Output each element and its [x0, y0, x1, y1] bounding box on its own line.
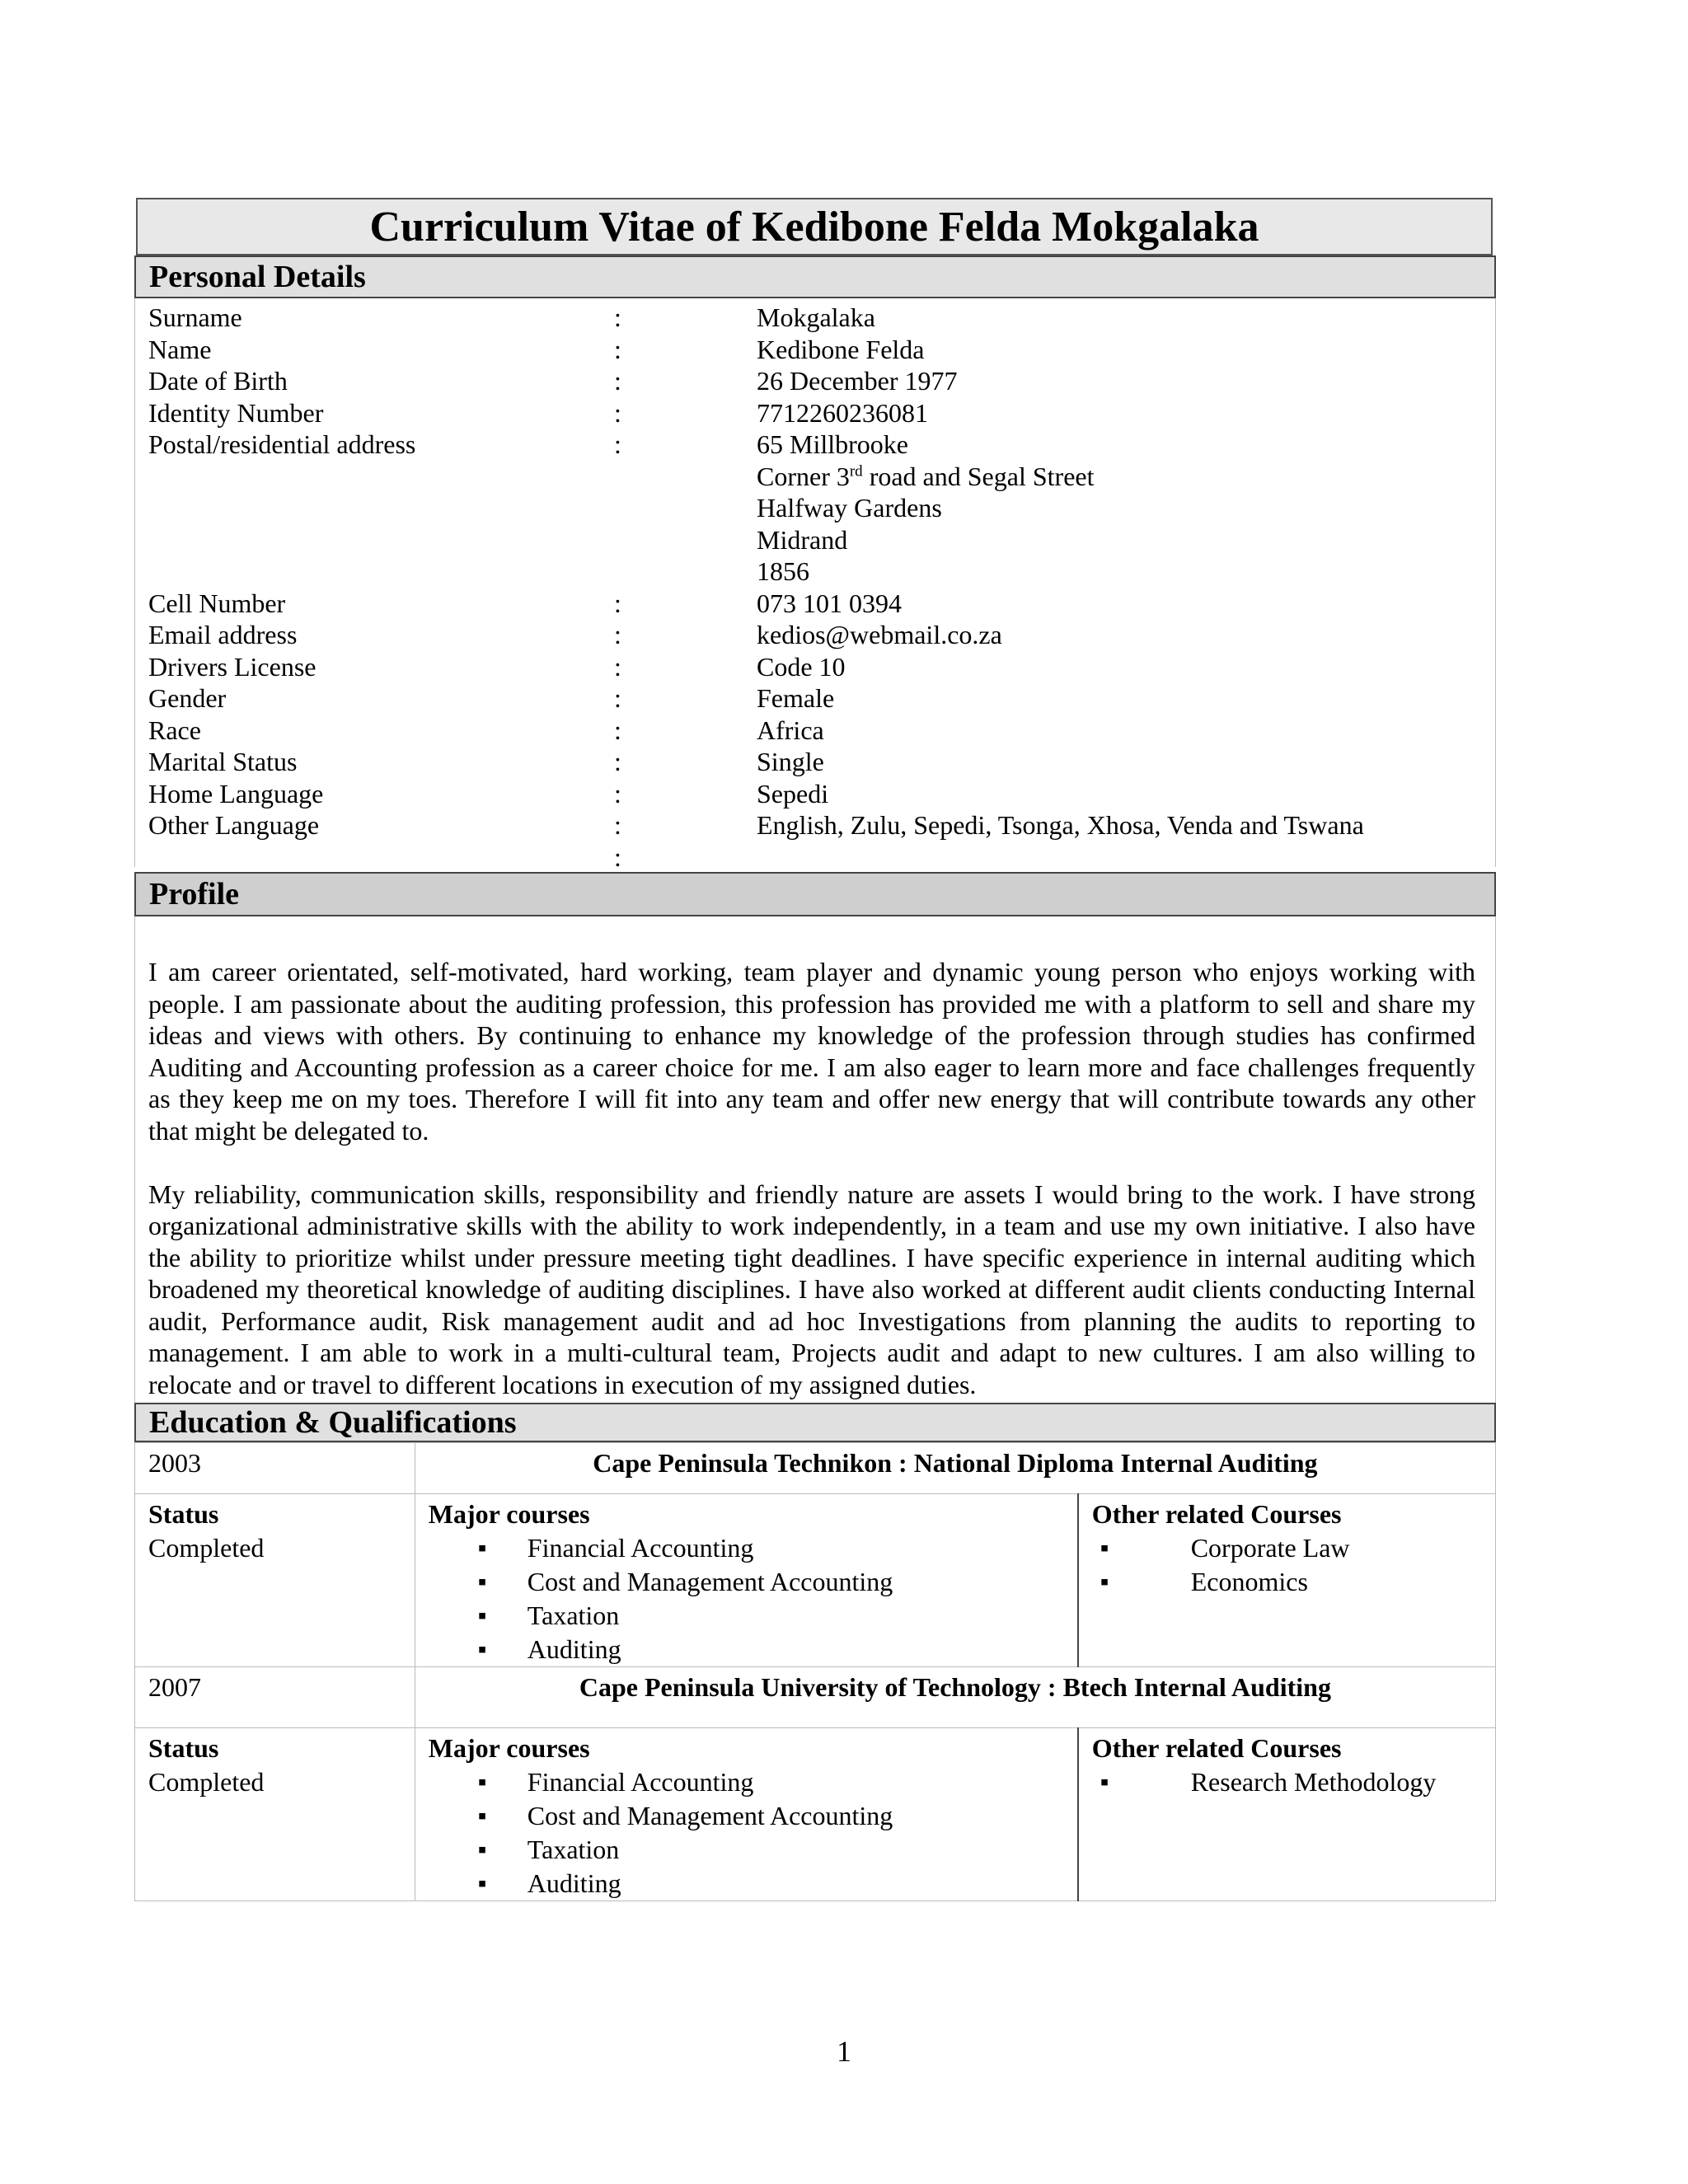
pd-row-home-language — [148, 778, 1484, 810]
section-profile: Profile — [134, 872, 1496, 916]
profile-paragraph-2: My reliability, communication skills, responsibility and friendly nature are assets I would bring to the work. I have strong organizational administrative skills with the ability to work independently, in a team and use my own initiative. I also have the ability to prioritize whilst under pressure meeting tight deadlines. I have specific experience in internal auditing which broadened my theoretical knowledge of auditing disciplines. I have also worked at different audit clients conducting Internal audit, Performance audit, Risk management audit and ad hoc Investigations from planning the audits to reporting to management. I am able to work in a multi-cultural team, Projects audit and adapt to new cultures. I am also willing to relocate and or travel to different locations in execution of my assigned duties. — [148, 1179, 1475, 1399]
pd-value: 26 December 1977 — [757, 366, 958, 396]
education-status-cell — [135, 1494, 415, 1667]
pd-label: Other Language — [148, 810, 320, 840]
personal-details-list — [148, 302, 1484, 873]
pd-row-name — [148, 334, 1484, 366]
pd-label: Surname — [148, 302, 242, 332]
pd-row-address-line2 — [148, 461, 1484, 493]
pd-label: Race — [148, 715, 201, 745]
pd-label: Gender — [148, 683, 227, 713]
pd-value: Sepedi — [757, 778, 829, 808]
address-line2: Corner 3rd road and Segal Street — [757, 461, 1095, 491]
pd-colon: : — [614, 747, 621, 776]
education-institution: Cape Peninsula University of Technology : Btech Internal Auditing — [415, 1667, 1495, 1728]
pd-row-address-line5 — [148, 555, 1484, 588]
education-table — [134, 1442, 1496, 1901]
list-item: ▪ Research Methodology — [1092, 1765, 1482, 1799]
status-value: Completed — [148, 1767, 265, 1797]
pd-row-race — [148, 715, 1484, 747]
pd-value: 7712260236081 — [757, 397, 928, 428]
pd-value: Female — [757, 683, 835, 713]
other-courses-label: Other related Courses — [1091, 1733, 1342, 1763]
pd-row-surname — [148, 302, 1484, 334]
education-year: 2003 — [135, 1443, 415, 1494]
pd-colon: : — [614, 810, 621, 840]
pd-row-id — [148, 397, 1484, 429]
list-item: ▪ Corporate Law — [1092, 1531, 1482, 1565]
pd-value: 073 101 0394 — [757, 588, 902, 618]
education-year: 2007 — [135, 1667, 415, 1728]
other-courses-label: Other related Courses — [1091, 1499, 1342, 1529]
pd-colon: : — [614, 683, 621, 713]
other-courses-cell — [1078, 1728, 1496, 1901]
pd-value: kedios@webmail.co.za — [757, 620, 1002, 649]
education-status-cell — [135, 1728, 415, 1901]
pd-colon: : — [614, 302, 621, 332]
education-institution: Cape Peninsula Technikon : National Diploma Internal Auditing — [415, 1443, 1495, 1494]
pd-row-email — [148, 619, 1484, 651]
pd-colon: : — [614, 651, 621, 682]
pd-label: Email address — [148, 620, 298, 649]
education-detail-row — [135, 1494, 1496, 1667]
pd-label: Home Language — [148, 778, 324, 808]
list-item: ▪ Auditing — [429, 1867, 1064, 1900]
section-education: Education & Qualifications — [134, 1403, 1496, 1442]
page-number: 1 — [837, 2035, 851, 2068]
major-courses-list — [429, 1531, 1064, 1666]
list-item: ▪ Cost and Management Accounting — [429, 1799, 1064, 1833]
education-year-row — [135, 1667, 1496, 1728]
pd-label: Name — [148, 334, 212, 364]
address-line5: 1856 — [757, 556, 809, 586]
major-courses-label: Major courses — [428, 1733, 590, 1763]
status-label: Status — [148, 1733, 219, 1763]
list-item: ▪ Financial Accounting — [429, 1765, 1064, 1799]
pd-label: Date of Birth — [148, 366, 288, 396]
pd-label: Postal/residential address — [148, 429, 416, 459]
pd-row-dob — [148, 365, 1484, 397]
pd-value: English, Zulu, Sepedi, Tsonga, Xhosa, Venda and Tswana — [757, 810, 1364, 840]
pd-value: Mokgalaka — [757, 302, 875, 332]
pd-row-empty — [148, 841, 1484, 874]
list-item: ▪ Taxation — [429, 1599, 1064, 1633]
address-line4: Midrand — [757, 524, 848, 555]
list-item: ▪ Auditing — [429, 1633, 1064, 1666]
list-item: ▪ Financial Accounting — [429, 1531, 1064, 1565]
education-detail-row — [135, 1728, 1496, 1901]
pd-colon: : — [614, 841, 621, 872]
other-courses-list — [1092, 1531, 1482, 1599]
pd-colon: : — [614, 715, 621, 745]
pd-row-other-language — [148, 809, 1484, 841]
pd-row-address — [148, 429, 1484, 461]
pd-row-cell — [148, 588, 1484, 620]
other-courses-cell — [1078, 1494, 1496, 1667]
pd-row-address-line4 — [148, 524, 1484, 556]
pd-value: Code 10 — [757, 651, 846, 682]
major-courses-cell — [415, 1728, 1077, 1901]
pd-colon: : — [614, 397, 621, 428]
section-personal-details: Personal Details — [134, 255, 1496, 298]
list-item: ▪ Cost and Management Accounting — [429, 1565, 1064, 1599]
list-item: ▪ Taxation — [429, 1833, 1064, 1867]
profile-text — [148, 956, 1475, 1432]
address-line3: Halfway Gardens — [757, 493, 942, 523]
status-label: Status — [148, 1499, 219, 1529]
document-title: Curriculum Vitae of Kedibone Felda Mokgalaka — [136, 198, 1493, 255]
list-item: ▪ Economics — [1092, 1565, 1482, 1599]
profile-paragraph-1: I am career orientated, self-motivated, hard working, team player and dynamic young person who enjoys working with people. I am passionate about the auditing profession, this profession has provided me with a platform to sell and share my ideas and views with others. By continuing to enhance my knowledge of the profession through studies has confirmed Auditing and Accounting profession as a career choice for me. I am also eager to learn more and face challenges frequently as they keep me on my toes. Therefore I will fit into any team and offer new energy that will contribute towards any other that might be delegated to. — [148, 957, 1475, 1146]
pd-label: Drivers License — [148, 651, 316, 682]
status-value: Completed — [148, 1533, 265, 1563]
pd-row-address-line3 — [148, 492, 1484, 524]
pd-value: Africa — [757, 715, 824, 745]
pd-label: Identity Number — [148, 397, 324, 428]
pd-colon: : — [614, 334, 621, 364]
pd-value: Single — [757, 747, 824, 776]
pd-label: Marital Status — [148, 747, 298, 776]
pd-colon: : — [614, 429, 621, 459]
education-year-row — [135, 1443, 1496, 1494]
major-courses-label: Major courses — [428, 1499, 590, 1529]
pd-row-gender — [148, 682, 1484, 715]
pd-row-marital — [148, 746, 1484, 778]
pd-colon: : — [614, 620, 621, 649]
pd-colon: : — [614, 778, 621, 808]
major-courses-list — [429, 1765, 1064, 1900]
pd-row-license — [148, 651, 1484, 683]
major-courses-cell — [415, 1494, 1077, 1667]
pd-colon: : — [614, 588, 621, 618]
pd-value: Kedibone Felda — [757, 334, 925, 364]
pd-colon: : — [614, 366, 621, 396]
pd-label: Cell Number — [148, 588, 286, 618]
pd-value: 65 Millbrooke — [757, 429, 908, 459]
other-courses-list — [1092, 1765, 1482, 1799]
